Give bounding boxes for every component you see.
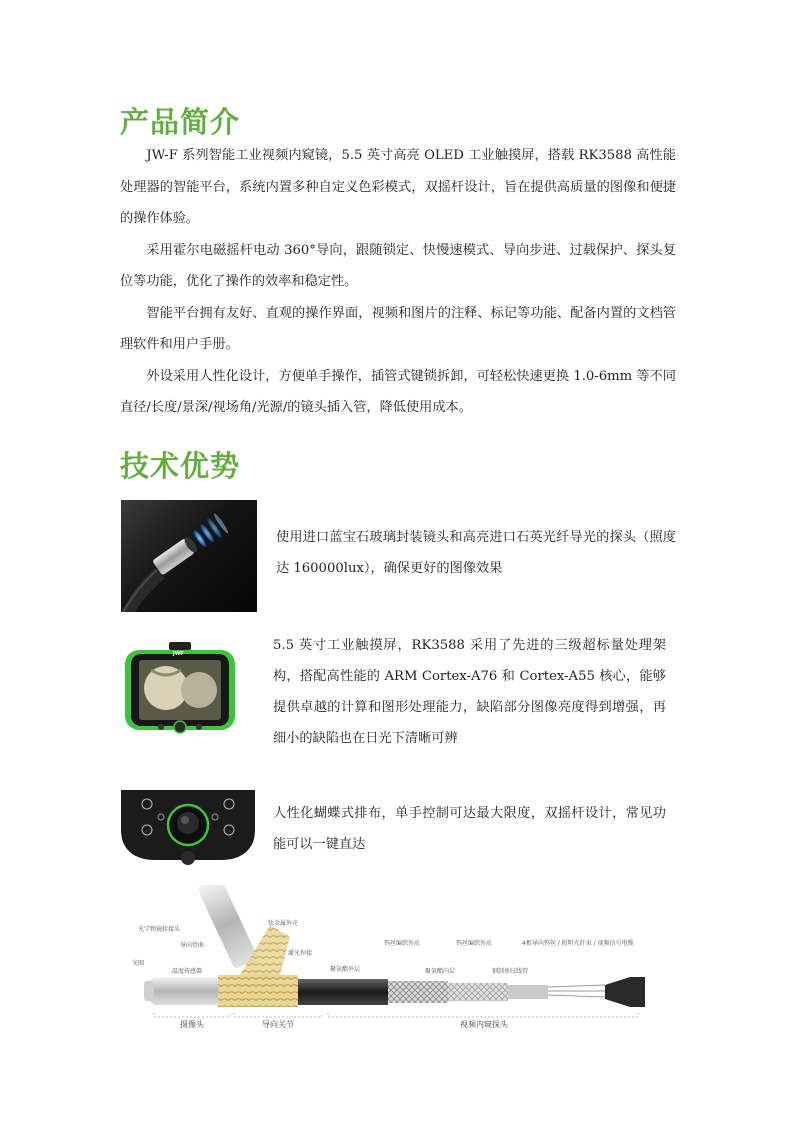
device-logo: JWF: [173, 651, 184, 657]
section-title-advantages: 技术优势: [120, 449, 241, 483]
intro-paragraph: JW-F 系列智能工业视频内窥镜，5.5 英寸高亮 OLED 工业触摸屏，搭载 RK3588 高性能处理器的智能平台，系统内置多种自定义色彩模式，双摇杆设计，旨在提供高质量的图像和便捷的操作体验。: [120, 148, 676, 226]
intro-paragraph: 外设采用人性化设计，方便单手操作，插管式键锁拆卸，可轻松快速更换 1.0-6mm 等不同直径/长度/景深/视场角/光源/的镜头插入管，降低使用成本。: [120, 368, 676, 415]
section-camera: 摄像头: [180, 1020, 204, 1029]
section-guide-joint: 导向关节: [262, 1020, 294, 1029]
feature-text-screen: 5.5 英寸工业触摸屏，RK3588 采用了先进的三级超标量处理架构，搭配高性能的 ARM Cortex-A76 和 Cortex-A55 核心，能够提供卓越的计算和图形处理能力，缺陷部分图像亮度得到增强，再细小的缺陷也在日光下清晰可辨: [273, 638, 666, 746]
intro-paragraph: 智能平台拥有友好、直观的操作界面，视频和图片的注释、标记等功能、配备内置的文档管理软件和用户手册。: [120, 305, 676, 352]
label-optical-lens: 光学物镜转接头: [138, 926, 181, 933]
label-cables: 4根导向钨丝 / 照明光纤束 / 视频信号电缆: [522, 940, 634, 947]
feature-text-probe: 使用进口蓝宝石玻璃封装镜头和高亮进口石英光纤导光的探头（照度达 160000lux），确保更好的图像效果: [276, 530, 676, 576]
label-guide-skeleton: 导向骨曲: [180, 942, 205, 949]
intro-paragraph: 采用霍尔电磁摇杆电动 360°导向，跟随锁定、快慢速模式、导向步进、过载保护、探头复位等功能，优化了操作的效率和稳定性。: [120, 242, 676, 289]
label-light-ring: 光圈: [132, 960, 145, 967]
label-tungsten-braid-2: 钨丝编织外皮: [456, 940, 493, 947]
label-tungsten-braid-1: 钨丝编织外皮: [384, 940, 421, 947]
label-steel-tube: 钢制单绞线管: [492, 968, 529, 975]
label-pu-outer: 聚氨酯外层: [330, 966, 361, 973]
label-laser-weld: 激光焊接: [288, 950, 313, 957]
device-screen-image: [121, 640, 239, 740]
probe-lens-image: [121, 500, 257, 612]
label-ti-shell: 钛金属外壳: [268, 920, 299, 927]
feature-text-panel: 人性化蝴蝶式排布，单手控制可达最大限度，双摇杆设计，常见功能可以一键直达: [273, 806, 666, 852]
intro-body: [120, 140, 676, 424]
section-title-intro: 产品简介: [120, 105, 241, 139]
control-panel-image: [121, 790, 255, 870]
label-temp-sensor: 温度传感器: [172, 968, 203, 975]
section-probe: 视频内窥探头: [460, 1020, 508, 1029]
label-pu-inner: 聚氨酯内层: [425, 968, 456, 975]
probe-structure-diagram: [130, 885, 660, 1030]
